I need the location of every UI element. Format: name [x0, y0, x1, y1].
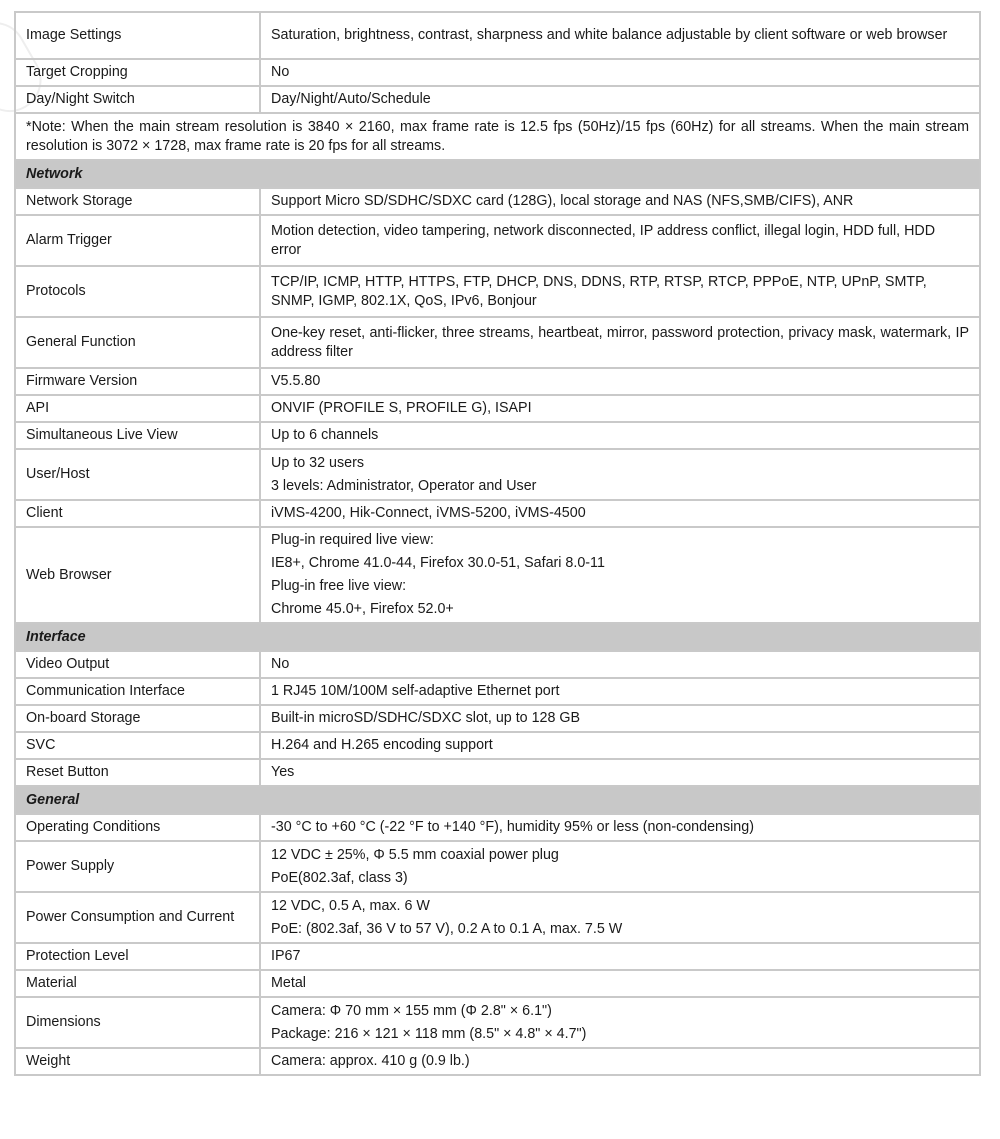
- table-row: [15, 651, 980, 678]
- spec-label: User/Host: [15, 449, 260, 500]
- table-row: [15, 12, 980, 59]
- spec-label: Protection Level: [15, 943, 260, 970]
- table-row: [15, 997, 980, 1048]
- table-row: [15, 422, 980, 449]
- spec-label: Firmware Version: [15, 368, 260, 395]
- spec-value: [260, 527, 980, 623]
- table-row: [15, 188, 980, 215]
- value-line: PoE(802.3af, class 3): [271, 869, 408, 886]
- spec-value: -30 °C to +60 °C (-22 °F to +140 °F), humidity 95% or less (non-condensing): [260, 814, 980, 841]
- spec-label: Day/Night Switch: [15, 86, 260, 113]
- spec-label: Client: [15, 500, 260, 527]
- value-line: Plug-in required live view:: [271, 532, 434, 548]
- spec-label: Protocols: [15, 266, 260, 317]
- spec-table: [14, 11, 981, 1076]
- value-line: Up to 32 users: [271, 454, 364, 471]
- value-line: 12 VDC, 0.5 A, max. 6 W: [271, 897, 430, 914]
- table-row: [15, 943, 980, 970]
- table-row: [15, 678, 980, 705]
- spec-label: Target Cropping: [15, 59, 260, 86]
- table-row: [15, 368, 980, 395]
- spec-label: On-board Storage: [15, 705, 260, 732]
- value-line: 3 levels: Administrator, Operator and User: [271, 477, 537, 494]
- spec-value: Saturation, brightness, contrast, sharpness and white balance adjustable by client software or web browser: [260, 12, 980, 59]
- section-title: General: [15, 786, 980, 814]
- spec-value: [260, 892, 980, 943]
- note-row: [15, 113, 980, 160]
- table-row: [15, 970, 980, 997]
- spec-label: Dimensions: [15, 997, 260, 1048]
- spec-label: Communication Interface: [15, 678, 260, 705]
- spec-value: Support Micro SD/SDHC/SDXC card (128G), local storage and NAS (NFS,SMB/CIFS), ANR: [260, 188, 980, 215]
- section-header-interface: [15, 623, 980, 651]
- value-line: Package: 216 × 121 × 118 mm (8.5" × 4.8" × 4.7"): [271, 1025, 587, 1042]
- spec-value: Yes: [260, 759, 980, 786]
- spec-value: TCP/IP, ICMP, HTTP, HTTPS, FTP, DHCP, DNS, DDNS, RTP, RTSP, RTCP, PPPoE, NTP, UPnP, SMTP, SNMP, IGMP, 802.1X, QoS, IPv6, Bonjour: [260, 266, 980, 317]
- table-row: [15, 317, 980, 368]
- table-row: [15, 892, 980, 943]
- table-row: [15, 59, 980, 86]
- value-line: PoE: (802.3af, 36 V to 57 V), 0.2 A to 0.1 A, max. 7.5 W: [271, 920, 623, 937]
- table-row: [15, 500, 980, 527]
- section-header-general: [15, 786, 980, 814]
- spec-value: Day/Night/Auto/Schedule: [260, 86, 980, 113]
- spec-value: iVMS-4200, Hik-Connect, iVMS-5200, iVMS-4500: [260, 500, 980, 527]
- spec-label: API: [15, 395, 260, 422]
- table-row: [15, 395, 980, 422]
- spec-value: Motion detection, video tampering, network disconnected, IP address conflict, illegal login, HDD full, HDD error: [260, 215, 980, 266]
- spec-label: Web Browser: [15, 527, 260, 623]
- section-title: Interface: [15, 623, 980, 651]
- spec-label: Video Output: [15, 651, 260, 678]
- spec-value: [260, 841, 980, 892]
- table-row: [15, 215, 980, 266]
- table-row: [15, 732, 980, 759]
- table-row: [15, 266, 980, 317]
- value-line: 12 VDC ± 25%, Φ 5.5 mm coaxial power plug: [271, 846, 559, 863]
- value-line: Chrome 45.0+, Firefox 52.0+: [271, 601, 454, 617]
- table-row: [15, 449, 980, 500]
- spec-label: Simultaneous Live View: [15, 422, 260, 449]
- spec-value: Metal: [260, 970, 980, 997]
- spec-value: Up to 6 channels: [260, 422, 980, 449]
- spec-value: No: [260, 59, 980, 86]
- spec-label: SVC: [15, 732, 260, 759]
- spec-label: Power Consumption and Current: [15, 892, 260, 943]
- spec-value: IP67: [260, 943, 980, 970]
- value-line: Plug-in free live view:: [271, 578, 407, 594]
- table-row: [15, 705, 980, 732]
- spec-label: Alarm Trigger: [15, 215, 260, 266]
- table-row: [15, 759, 980, 786]
- table-row: [15, 527, 980, 623]
- spec-value: H.264 and H.265 encoding support: [260, 732, 980, 759]
- spec-value: 1 RJ45 10M/100M self-adaptive Ethernet port: [260, 678, 980, 705]
- spec-value: Built-in microSD/SDHC/SDXC slot, up to 128 GB: [260, 705, 980, 732]
- spec-label: Network Storage: [15, 188, 260, 215]
- spec-label: Weight: [15, 1048, 260, 1075]
- table-row: [15, 86, 980, 113]
- spec-label: Power Supply: [15, 841, 260, 892]
- spec-label: Image Settings: [15, 12, 260, 59]
- table-row: [15, 1048, 980, 1075]
- value-line: Camera: Φ 70 mm × 155 mm (Φ 2.8" × 6.1"): [271, 1002, 552, 1019]
- spec-value: [260, 449, 980, 500]
- spec-value: [260, 997, 980, 1048]
- spec-value: Camera: approx. 410 g (0.9 lb.): [260, 1048, 980, 1075]
- value-line: IE8+, Chrome 41.0-44, Firefox 30.0-51, Safari 8.0-11: [271, 555, 605, 571]
- spec-label: Operating Conditions: [15, 814, 260, 841]
- section-title: Network: [15, 160, 980, 188]
- stream-note: *Note: When the main stream resolution is 3840 × 2160, max frame rate is 12.5 fps (50Hz)/15 fps (60Hz) for all streams. When the main stream resolution is 3072 × 1728, max frame rate is 20 fps for all streams.: [15, 113, 980, 160]
- spec-label: Reset Button: [15, 759, 260, 786]
- spec-value: No: [260, 651, 980, 678]
- spec-label: Material: [15, 970, 260, 997]
- spec-value: ONVIF (PROFILE S, PROFILE G), ISAPI: [260, 395, 980, 422]
- section-header-network: [15, 160, 980, 188]
- table-row: [15, 814, 980, 841]
- spec-label: General Function: [15, 317, 260, 368]
- spec-value: One-key reset, anti-flicker, three streams, heartbeat, mirror, password protection, privacy mask, watermark, IP address filter: [260, 317, 980, 368]
- spec-value: V5.5.80: [260, 368, 980, 395]
- table-row: [15, 841, 980, 892]
